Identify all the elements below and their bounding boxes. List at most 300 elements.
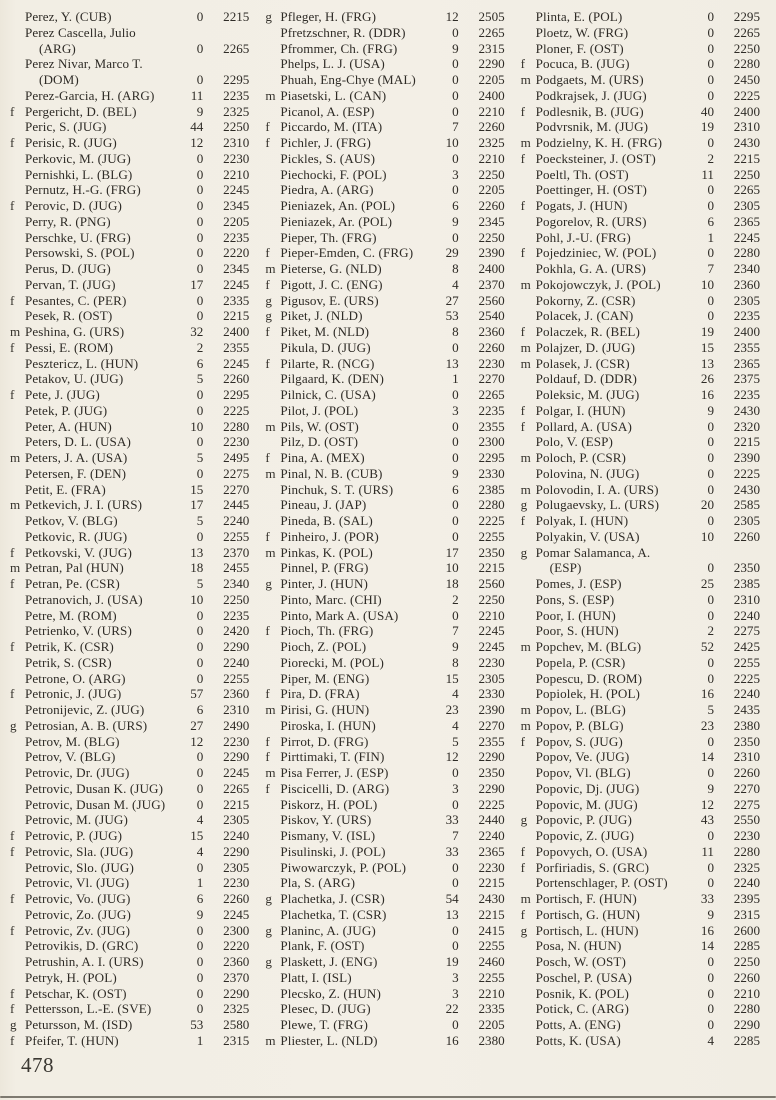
rating-value: 2400 [478, 261, 505, 276]
games-count: 0 [707, 670, 714, 686]
player-name: Pilz, D. (OST) [280, 434, 359, 450]
rating-list-row [265, 655, 504, 671]
rating-value: 2425 [733, 639, 760, 654]
games-count: 0 [196, 150, 204, 166]
rating-value: 2295 [733, 9, 760, 24]
rating-list-row [265, 671, 504, 687]
rating-list-row [265, 923, 504, 939]
player-name: Plesec, D. (JUG) [280, 1001, 371, 1017]
player-name: Polasek, J. (CSR) [535, 355, 630, 371]
title-prefix: g [265, 292, 272, 308]
rating-list-row [10, 702, 249, 718]
rating-value: 2310 [733, 591, 760, 607]
games-count: 27 [445, 292, 459, 308]
title-prefix: m [265, 765, 276, 780]
rating-value: 2495 [223, 450, 250, 465]
title-prefix: f [10, 576, 15, 591]
rating-list-row [10, 88, 249, 104]
rating-list-row [10, 545, 249, 561]
games-count: 53 [190, 1017, 204, 1032]
games-count: 0 [452, 859, 459, 875]
title-prefix [10, 860, 25, 876]
games-count: 0 [707, 198, 714, 213]
rating-value: 2205 [223, 213, 250, 229]
games-count: 0 [196, 434, 204, 450]
rating-value: 2225 [478, 513, 505, 528]
player-name: Platt, I. (ISL) [280, 969, 352, 985]
title-prefix [10, 970, 25, 986]
player-name: Popov, S. (JUG) [535, 733, 623, 749]
rating-value: 2250 [478, 229, 505, 245]
title-prefix [265, 671, 280, 687]
games-count: 0 [196, 292, 204, 308]
games-count: 0 [452, 450, 459, 465]
title-prefix [265, 797, 280, 813]
title-prefix [265, 151, 280, 167]
player-name: Podvrsnik, M. (JUG) [535, 119, 649, 135]
rating-value: 2255 [733, 654, 760, 670]
rating-value: 2350 [733, 560, 760, 576]
player-name: Petersen, F. (DEN) [25, 465, 127, 481]
title-prefix [265, 387, 280, 403]
player-name: Pfleger, H. (FRG) [280, 9, 377, 24]
games-count: 0 [707, 875, 714, 891]
rating-value: 2560 [478, 292, 505, 308]
rating-value: 2230 [478, 859, 505, 875]
rating-list-row [521, 119, 760, 135]
player-name: Pinheiro, J. (POR) [280, 528, 379, 544]
title-prefix [10, 875, 25, 891]
title-prefix [10, 167, 25, 183]
rating-value: 2235 [733, 387, 760, 402]
games-count: 0 [707, 560, 714, 576]
rating-list-row [265, 119, 504, 135]
rating-list-row [265, 261, 504, 277]
title-prefix: g [265, 9, 272, 24]
title-prefix [10, 812, 25, 828]
rating-value: 2255 [223, 528, 250, 544]
games-count: 0 [196, 969, 204, 985]
rating-list-row [10, 387, 249, 403]
player-name: Pohl, J.-U. (FRG) [535, 229, 631, 245]
title-prefix: f [265, 749, 270, 765]
games-count: 44 [190, 119, 204, 135]
title-prefix: m [10, 450, 21, 465]
rating-value: 2365 [733, 355, 760, 371]
rating-value [203, 56, 249, 72]
title-prefix: m [520, 276, 531, 292]
player-name: Pieniazek, Ar. (POL) [280, 213, 393, 229]
player-name: Popovych, O. (USA) [535, 843, 648, 859]
games-count: 0 [707, 418, 714, 434]
rating-column-2 [265, 9, 504, 1049]
rating-list-row [521, 812, 760, 828]
rating-list-row [521, 308, 760, 324]
rating-value: 2415 [478, 922, 505, 938]
rating-list-row [265, 529, 504, 545]
rating-list-row [10, 970, 249, 986]
games-count: 8 [452, 654, 459, 670]
games-count: 2 [196, 339, 204, 355]
rating-value: 2215 [478, 560, 505, 576]
title-prefix [265, 560, 280, 576]
rating-list-row [265, 907, 504, 923]
title-prefix [265, 230, 280, 246]
rating-list-row [521, 182, 760, 198]
rating-value: 2225 [478, 796, 505, 812]
player-name: Petek, P. (JUG) [25, 402, 108, 418]
rating-value: 2360 [478, 324, 505, 339]
rating-value: 2225 [733, 670, 760, 686]
player-name: Pesek, R. (OST) [25, 308, 113, 324]
title-prefix [521, 88, 536, 104]
rating-value: 2260 [733, 765, 760, 780]
rating-value: 2290 [733, 1017, 760, 1032]
title-prefix [521, 623, 536, 639]
rating-list-row [10, 245, 249, 261]
games-count [173, 25, 203, 41]
games-count: 0 [452, 87, 459, 103]
rating-list-row [265, 371, 504, 387]
rating-list-row [521, 230, 760, 246]
games-count: 22 [445, 1001, 459, 1017]
title-prefix: f [265, 733, 270, 749]
rating-list-row [521, 387, 760, 403]
rating-list-row [10, 41, 249, 57]
player-name: Petrovic, Slo. (JUG) [25, 859, 134, 875]
games-count: 16 [445, 1032, 459, 1048]
title-prefix [521, 875, 536, 891]
rating-list-row [265, 419, 504, 435]
games-count: 26 [700, 371, 714, 387]
games-count: 9 [452, 639, 459, 654]
rating-list-row [10, 623, 249, 639]
rating-value: 2205 [478, 72, 505, 87]
rating-list-row [521, 497, 760, 513]
title-prefix [265, 214, 280, 230]
rating-list-row [10, 639, 249, 655]
player-name: Petschar, K. (OST) [25, 985, 127, 1001]
games-count: 10 [700, 276, 714, 292]
player-name: Perry, R. (PNG) [25, 213, 111, 229]
games-count: 19 [700, 324, 714, 339]
player-name: Petrovic, P. (JUG) [25, 828, 123, 843]
title-prefix [10, 182, 25, 198]
title-prefix: f [10, 339, 15, 355]
games-count: 0 [707, 591, 714, 607]
title-prefix [10, 781, 25, 797]
player-name: Pinter, J. (HUN) [280, 576, 368, 591]
games-count: 5 [707, 702, 714, 717]
title-prefix: m [265, 418, 276, 434]
title-prefix [521, 230, 536, 246]
rating-list-row [265, 812, 504, 828]
rating-value: 2370 [478, 276, 505, 292]
title-prefix: f [10, 292, 15, 308]
rating-value: 2360 [223, 954, 250, 969]
rating-value: 2305 [223, 859, 250, 875]
player-name: Pira, D. (FRA) [280, 686, 360, 702]
rating-list-row [265, 167, 504, 183]
title-prefix: f [10, 686, 15, 702]
rating-list-row [265, 560, 504, 576]
rating-list-row [265, 545, 504, 561]
rating-list-row [10, 986, 249, 1002]
rating-list-row [10, 812, 249, 828]
rating-list-row [10, 513, 249, 529]
player-name: Plewe, T. (FRG) [280, 1017, 368, 1032]
title-prefix: f [265, 686, 270, 702]
games-count: 9 [452, 465, 459, 481]
player-name: Peters, J. A. (USA) [25, 450, 128, 465]
rating-value: 2325 [223, 1001, 250, 1017]
games-count: 9 [707, 906, 714, 922]
rating-list-row [521, 765, 760, 781]
rating-value: 2290 [478, 749, 505, 765]
title-prefix [521, 529, 536, 545]
player-name: Pergericht, D. (BEL) [25, 103, 137, 119]
games-count: 0 [707, 9, 714, 24]
rating-list-row [521, 891, 760, 907]
title-prefix: f [10, 544, 15, 560]
title-prefix: m [520, 891, 531, 906]
title-prefix [521, 371, 536, 387]
games-count: 6 [196, 355, 204, 371]
player-name: Popchev, M. (BLG) [535, 639, 642, 654]
player-name: Petrik, K. (CSR) [25, 639, 114, 654]
rating-value: 2225 [223, 402, 250, 418]
player-name: Popiolek, H. (POL) [535, 686, 641, 702]
player-name: Planinc, A. (JUG) [280, 922, 376, 938]
games-count: 43 [700, 812, 714, 828]
rating-value: 2460 [478, 954, 505, 969]
player-name: Pineau, J. (JAP) [280, 497, 367, 513]
title-prefix: f [520, 103, 526, 119]
rating-list-row [10, 466, 249, 482]
title-prefix [10, 608, 25, 624]
player-name: Pomes, J. (ESP) [535, 576, 622, 591]
rating-list-row [521, 686, 760, 702]
games-count: 7 [452, 119, 459, 135]
rating-list-row [521, 419, 760, 435]
player-name: Pfeifer, T. (HUN) [25, 1032, 119, 1048]
games-count: 15 [190, 481, 204, 497]
title-prefix: f [10, 922, 15, 938]
player-name: Popov, Vl. (BLG) [535, 765, 631, 780]
rating-list-row [10, 875, 249, 891]
title-prefix: f [10, 639, 15, 654]
rating-list-row [10, 576, 249, 592]
games-count: 4 [196, 843, 204, 859]
games-count: 14 [700, 749, 714, 765]
player-name: Pocuca, B. (JUG) [535, 56, 630, 72]
games-count: 0 [707, 56, 714, 72]
title-prefix [521, 938, 536, 954]
games-count: 0 [707, 733, 714, 749]
player-name: Pokojowczyk, J. (POL) [535, 276, 661, 292]
rating-value: 2350 [733, 733, 760, 749]
title-prefix [265, 104, 280, 120]
games-count: 0 [452, 418, 459, 434]
title-prefix [265, 198, 280, 214]
rating-list-row [10, 277, 249, 293]
games-count: 0 [196, 245, 204, 261]
rating-value: 2225 [733, 465, 760, 481]
player-name: Pfrommer, Ch. (FRG) [280, 40, 398, 56]
games-count: 1 [196, 875, 204, 891]
rating-value: 2435 [733, 702, 760, 717]
player-name: Persowski, S. (POL) [25, 245, 135, 261]
title-prefix [265, 513, 280, 529]
rating-value: 2355 [223, 339, 250, 355]
rating-list-row [521, 151, 760, 167]
title-prefix [10, 938, 25, 954]
games-count: 9 [707, 402, 714, 418]
title-prefix [265, 41, 280, 57]
title-prefix: f [520, 859, 526, 875]
rating-value: 2220 [223, 938, 250, 954]
player-name: Pfretzschner, R. (DDR) [280, 24, 406, 40]
player-name: Popovic, Dj. (JUG) [535, 780, 640, 796]
rating-list-row [521, 844, 760, 860]
rating-list-row [521, 702, 760, 718]
rating-value: 2360 [733, 276, 760, 292]
title-prefix: m [520, 702, 531, 717]
player-name: Piper, M. (ENG) [280, 670, 370, 686]
rating-list-row [265, 860, 504, 876]
games-count: 8 [452, 324, 459, 339]
rating-value: 2310 [223, 702, 250, 717]
rating-list-row [521, 198, 760, 214]
rating-list-row [10, 891, 249, 907]
games-count: 12 [445, 749, 459, 765]
player-name: Petrone, O. (ARG) [25, 670, 126, 686]
rating-list-row [10, 230, 249, 246]
rating-list-row [265, 277, 504, 293]
rating-list-row [521, 718, 760, 734]
games-count: 0 [707, 513, 714, 528]
player-name: Picanol, A. (ESP) [280, 103, 375, 119]
rating-value: 2395 [733, 891, 760, 906]
games-count: 0 [452, 24, 459, 40]
games-count: 0 [452, 387, 459, 402]
title-prefix [265, 434, 280, 450]
rating-value: 2320 [733, 418, 760, 434]
title-prefix [10, 623, 25, 639]
rating-value: 2350 [478, 544, 505, 560]
games-count: 52 [700, 639, 714, 654]
player-name: Ploetz, W. (FRG) [535, 24, 629, 40]
title-prefix: f [10, 828, 15, 843]
title-prefix: f [10, 135, 15, 150]
player-name: Pinkas, K. (POL) [280, 544, 373, 560]
rating-list-row [10, 151, 249, 167]
title-prefix: f [265, 245, 270, 261]
title-prefix [521, 466, 536, 482]
rating-list-row [521, 466, 760, 482]
rating-list-row [521, 72, 760, 88]
rating-value: 2235 [733, 308, 760, 324]
player-name: Portisch, G. (HUN) [535, 906, 641, 922]
games-count: 0 [452, 56, 459, 72]
title-prefix: m [520, 72, 531, 87]
rating-list-row [265, 72, 504, 88]
title-prefix [265, 1001, 280, 1017]
player-name: Popovic, M. (JUG) [535, 796, 638, 812]
title-prefix [10, 119, 25, 135]
rating-value: 2305 [223, 812, 250, 828]
rating-value: 2455 [223, 560, 250, 576]
player-name: Popov, Ve. (JUG) [535, 749, 630, 765]
rating-list-row [10, 608, 249, 624]
rating-list-row [265, 844, 504, 860]
rating-value: 2210 [478, 607, 505, 623]
rating-list-row [265, 434, 504, 450]
player-name: Poloch, P. (CSR) [535, 450, 627, 465]
games-count: 10 [445, 135, 459, 150]
rating-list-row [265, 970, 504, 986]
games-count: 4 [452, 686, 459, 702]
player-name: Piskov, Y. (URS) [280, 812, 372, 828]
player-name: Popov, L. (BLG) [535, 702, 626, 717]
rating-list-row [265, 135, 504, 151]
player-name: Piwowarczyk, P. (POL) [280, 859, 407, 875]
title-prefix [521, 671, 536, 687]
rating-value: 2235 [223, 229, 250, 245]
player-name: Polyak, I. (HUN) [535, 513, 629, 528]
rating-value: 2365 [478, 843, 505, 859]
player-name: Petrovic, Zo. (JUG) [25, 906, 131, 922]
games-count: 0 [196, 670, 204, 686]
player-name: Pesantes, C. (PER) [25, 292, 127, 308]
rating-value: 2240 [223, 654, 250, 670]
rating-list-row [521, 482, 760, 498]
title-prefix [521, 9, 536, 25]
player-name: Petranovich, J. (USA) [25, 591, 143, 607]
title-prefix [10, 434, 25, 450]
title-prefix [265, 844, 280, 860]
title-prefix [521, 986, 536, 1002]
title-prefix [521, 1001, 536, 1017]
title-prefix: f [10, 387, 15, 402]
games-count: 14 [700, 938, 714, 954]
rating-list-row [265, 151, 504, 167]
title-prefix: f [10, 985, 15, 1001]
player-name: Perkovic, M. (JUG) [25, 150, 131, 166]
title-prefix: f [265, 528, 270, 544]
rating-value: 2250 [733, 166, 760, 182]
title-prefix: f [520, 733, 526, 749]
rating-value: 2345 [478, 213, 505, 229]
rating-list-row [521, 214, 760, 230]
title-prefix [521, 781, 536, 797]
title-prefix [10, 25, 25, 41]
rating-list-row [521, 954, 760, 970]
games-count: 0 [707, 481, 714, 497]
player-name: Plecsko, Z. (HUN) [280, 985, 381, 1001]
rating-value: 2245 [223, 182, 250, 198]
title-prefix [265, 371, 280, 387]
games-count: 0 [196, 985, 204, 1001]
title-prefix [265, 497, 280, 513]
player-name: Pinal, N. B. (CUB) [280, 465, 383, 481]
games-count: 0 [452, 513, 459, 528]
title-prefix: f [265, 119, 270, 135]
title-prefix [265, 938, 280, 954]
title-prefix [10, 230, 25, 246]
player-name: Petrov, V. (BLG) [25, 749, 116, 765]
rating-list-row [521, 938, 760, 954]
